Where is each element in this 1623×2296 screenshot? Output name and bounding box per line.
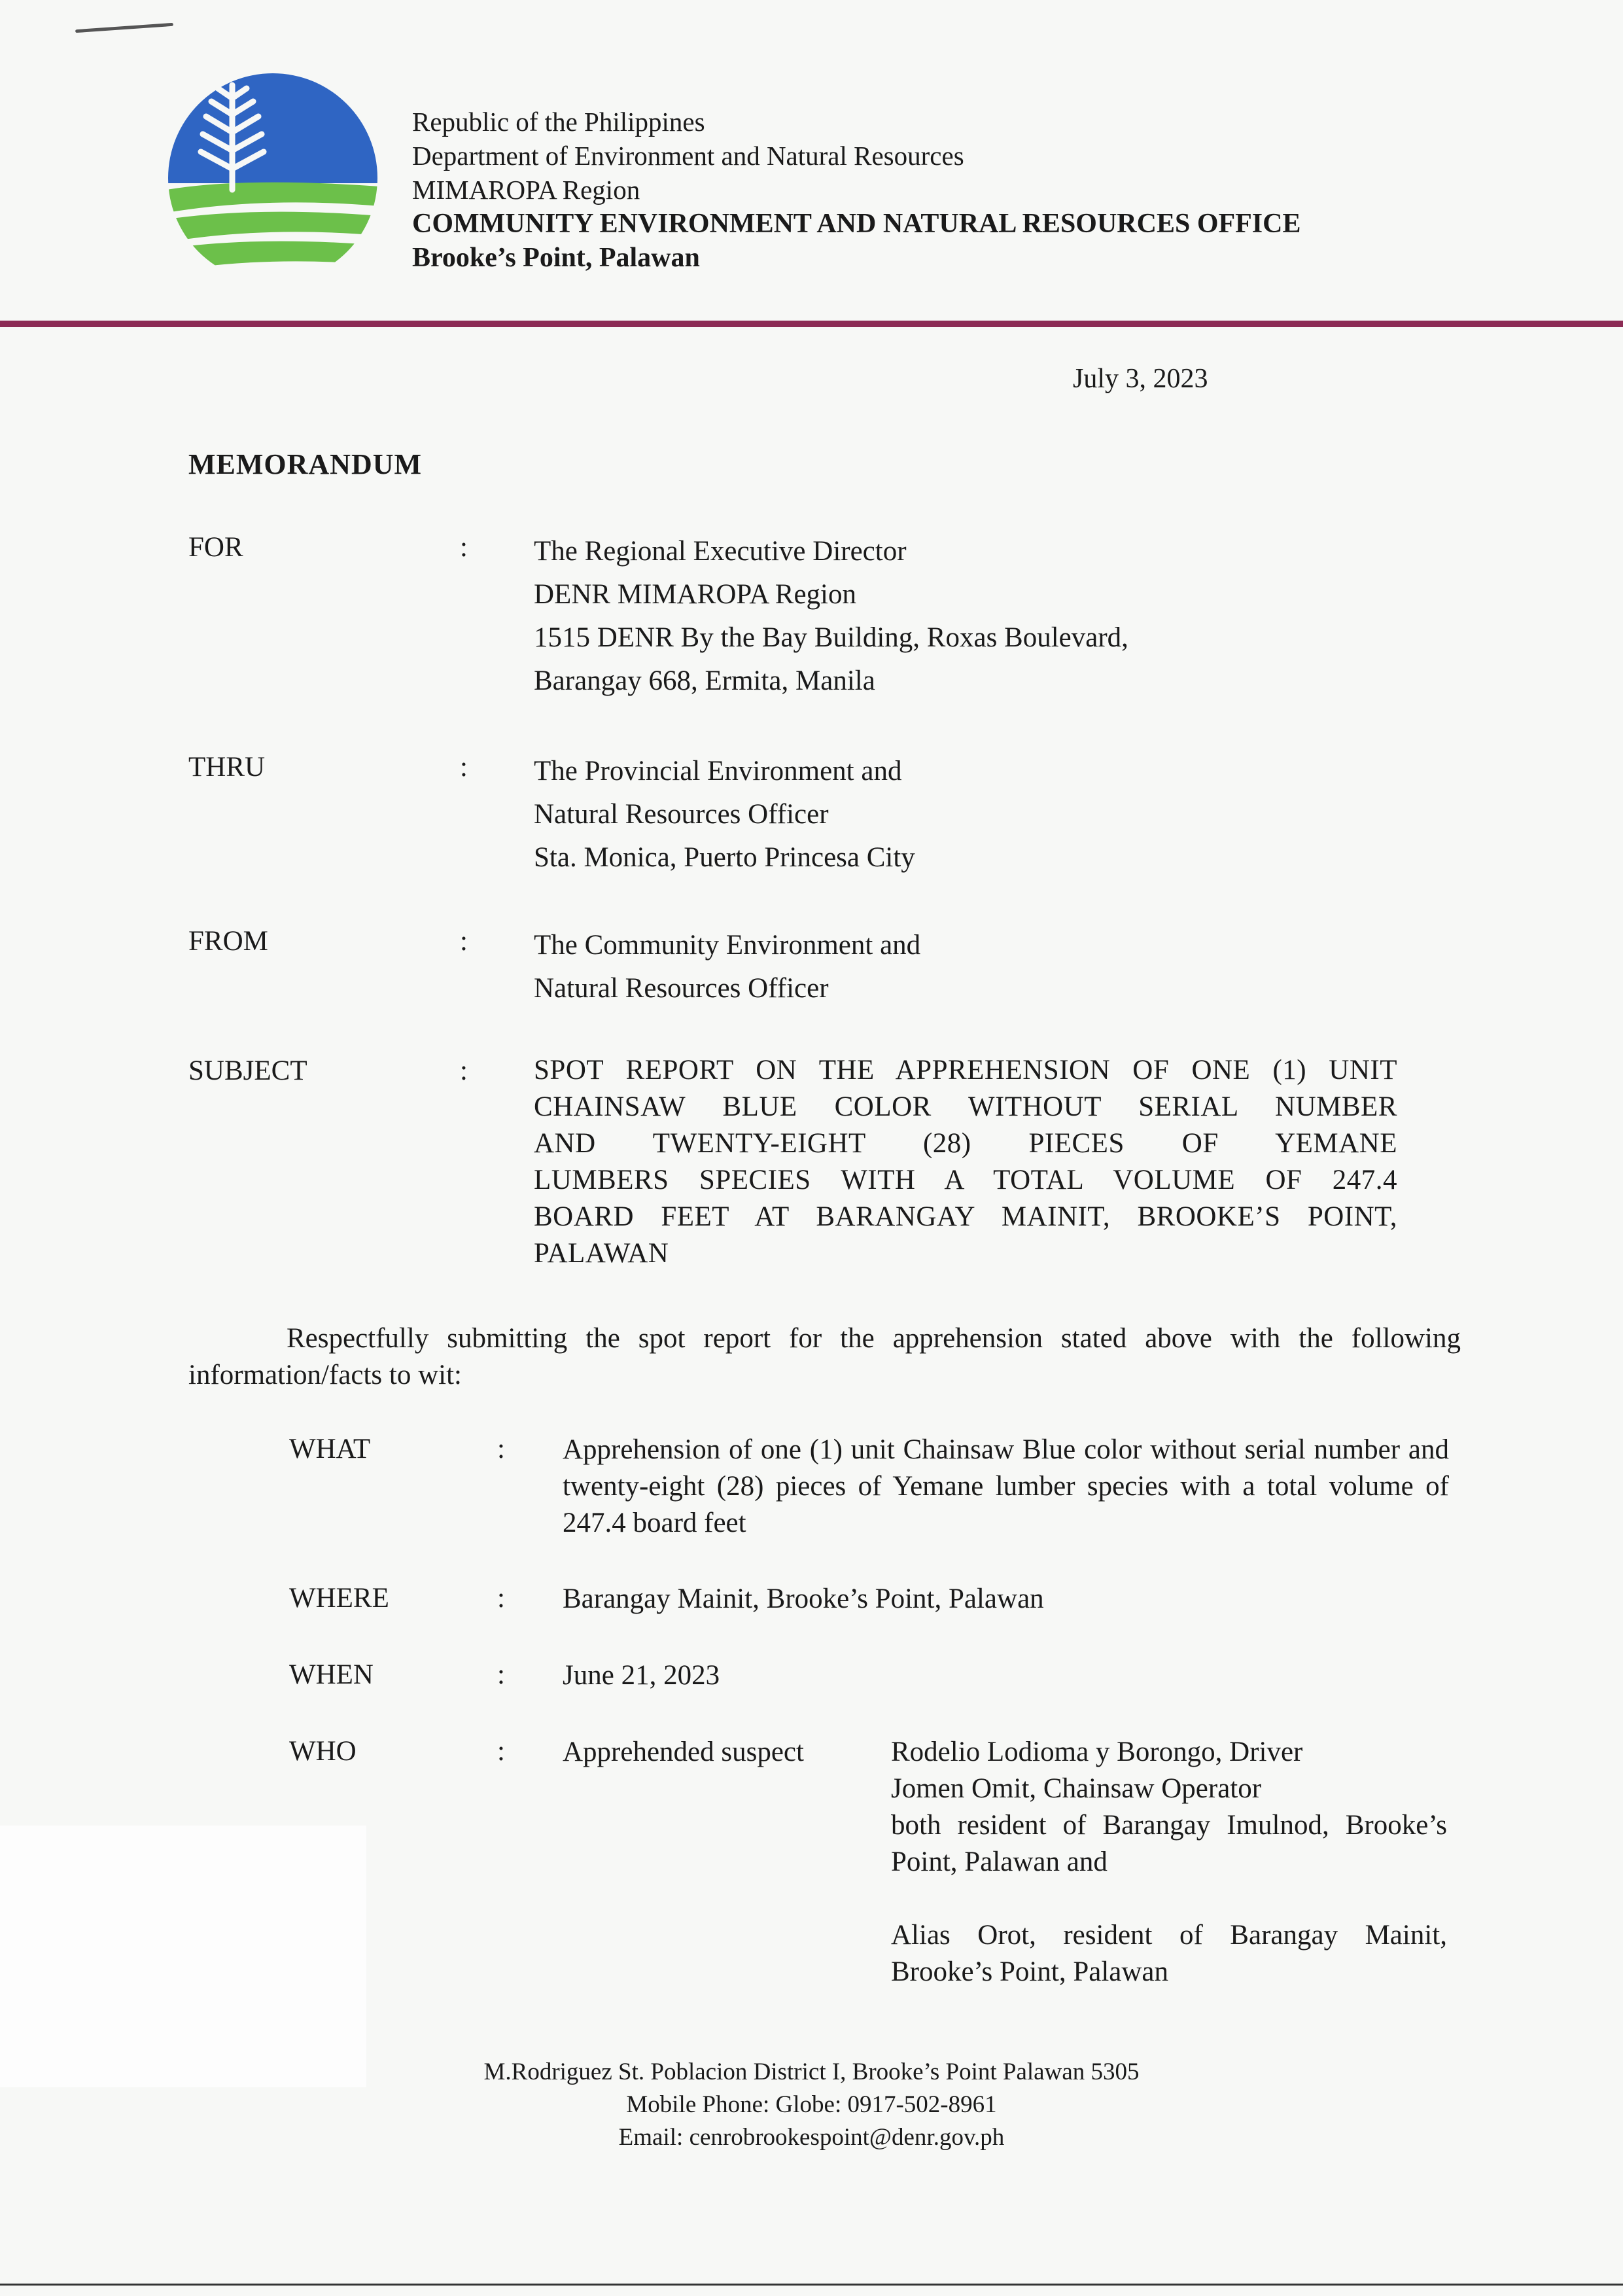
for-line: 1515 DENR By the Bay Building, Roxas Boulevard, bbox=[534, 622, 1128, 653]
memo-date: July 3, 2023 bbox=[1073, 364, 1208, 394]
what-label: WHAT bbox=[289, 1434, 371, 1464]
what-colon: : bbox=[497, 1434, 505, 1464]
subject-line: PALAWAN bbox=[534, 1238, 669, 1269]
where-value: Barangay Mainit, Brooke’s Point, Palawan bbox=[563, 1583, 1044, 1614]
suspect-name: Rodelio Lodioma y Borongo, Driver bbox=[891, 1737, 1303, 1767]
thru-line: The Provincial Environment and bbox=[534, 756, 902, 786]
from-sender bbox=[534, 924, 920, 1010]
letterhead-department: Department of Environment and Natural Resources bbox=[412, 141, 964, 171]
suspect-residence: both resident of Barangay Imulnod, Brooke’s Point, Palawan and bbox=[891, 1810, 1447, 1877]
footer-phone: Mobile Phone: Globe: 0917-502-8961 bbox=[626, 2091, 997, 2118]
what-value: Apprehension of one (1) unit Chainsaw Blue color without serial number and twenty-eight (28) pieces of Yemane lumber species with a total volume of 247.4 board feet bbox=[563, 1434, 1449, 1538]
denr-logo-icon bbox=[167, 72, 379, 285]
for-line: DENR MIMAROPA Region bbox=[534, 579, 856, 610]
when-colon: : bbox=[497, 1659, 505, 1690]
subject-label: SUBJECT bbox=[188, 1055, 307, 1086]
letterhead-location: Brooke’s Point, Palawan bbox=[412, 243, 700, 273]
subject-colon: : bbox=[460, 1055, 468, 1086]
for-line: Barangay 668, Ermita, Manila bbox=[534, 665, 875, 696]
letterhead bbox=[412, 105, 1301, 275]
footer-email: Email: cenrobrookespoint@denr.gov.ph bbox=[618, 2124, 1005, 2151]
memo-title: MEMORANDUM bbox=[188, 448, 423, 480]
letterhead-country: Republic of the Philippines bbox=[412, 107, 705, 137]
who-suspects bbox=[891, 1734, 1447, 1990]
from-colon: : bbox=[460, 926, 468, 957]
who-colon: : bbox=[497, 1736, 505, 1767]
thru-label: THRU bbox=[188, 752, 266, 783]
letterhead-region: MIMAROPA Region bbox=[412, 175, 640, 205]
suspect-name: Jomen Omit, Chainsaw Operator bbox=[891, 1773, 1262, 1804]
for-label: FOR bbox=[188, 532, 243, 563]
from-line: The Community Environment and bbox=[534, 930, 921, 961]
from-line: Natural Resources Officer bbox=[534, 973, 829, 1004]
thru-line: Natural Resources Officer bbox=[534, 799, 829, 830]
who-label: WHO bbox=[289, 1736, 357, 1767]
subject-line: CHAINSAW BLUE COLOR WITHOUT SERIAL NUMBER bbox=[534, 1091, 1397, 1122]
from-label: FROM bbox=[188, 926, 268, 957]
subject-line: SPOT REPORT ON THE APPREHENSION OF ONE (1) UNIT bbox=[534, 1055, 1397, 1086]
for-recipient bbox=[534, 530, 1128, 703]
suspect-alias: Alias Orot, resident of Barangay Mainit, Brooke’s Point, Palawan bbox=[891, 1920, 1447, 1987]
thru-line: Sta. Monica, Puerto Princesa City bbox=[534, 842, 915, 873]
page-bottom-edge bbox=[0, 2284, 1623, 2286]
subject-line: BOARD FEET AT BARANGAY MAINIT, BROOKE’S POINT, bbox=[534, 1201, 1397, 1232]
thru-recipient bbox=[534, 750, 915, 879]
subject-line: LUMBERS SPECIES WITH A TOTAL VOLUME OF 247.4 bbox=[534, 1165, 1397, 1195]
thru-colon: : bbox=[460, 752, 468, 783]
redaction-patch bbox=[0, 1826, 366, 2087]
when-label: WHEN bbox=[289, 1659, 374, 1690]
footer-address: M.Rodriguez St. Poblacion District I, Brooke’s Point Palawan 5305 bbox=[483, 2058, 1140, 2085]
for-colon: : bbox=[460, 532, 468, 563]
letter-footer bbox=[0, 2056, 1623, 2154]
when-value: June 21, 2023 bbox=[563, 1660, 720, 1691]
subject-text bbox=[534, 1052, 1397, 1272]
staple-mark bbox=[75, 23, 173, 33]
header-rule bbox=[0, 321, 1623, 327]
who-role: Apprehended suspect bbox=[563, 1737, 804, 1767]
letterhead-office: COMMUNITY ENVIRONMENT AND NATURAL RESOURCES OFFICE bbox=[412, 209, 1301, 239]
subject-line: AND TWENTY-EIGHT (28) PIECES OF YEMANE bbox=[534, 1128, 1397, 1159]
intro-paragraph: Respectfully submitting the spot report for the apprehension stated above with the following information/facts to wit: bbox=[188, 1323, 1461, 1390]
where-label: WHERE bbox=[289, 1583, 389, 1614]
where-colon: : bbox=[497, 1583, 505, 1614]
for-line: The Regional Executive Director bbox=[534, 536, 907, 567]
